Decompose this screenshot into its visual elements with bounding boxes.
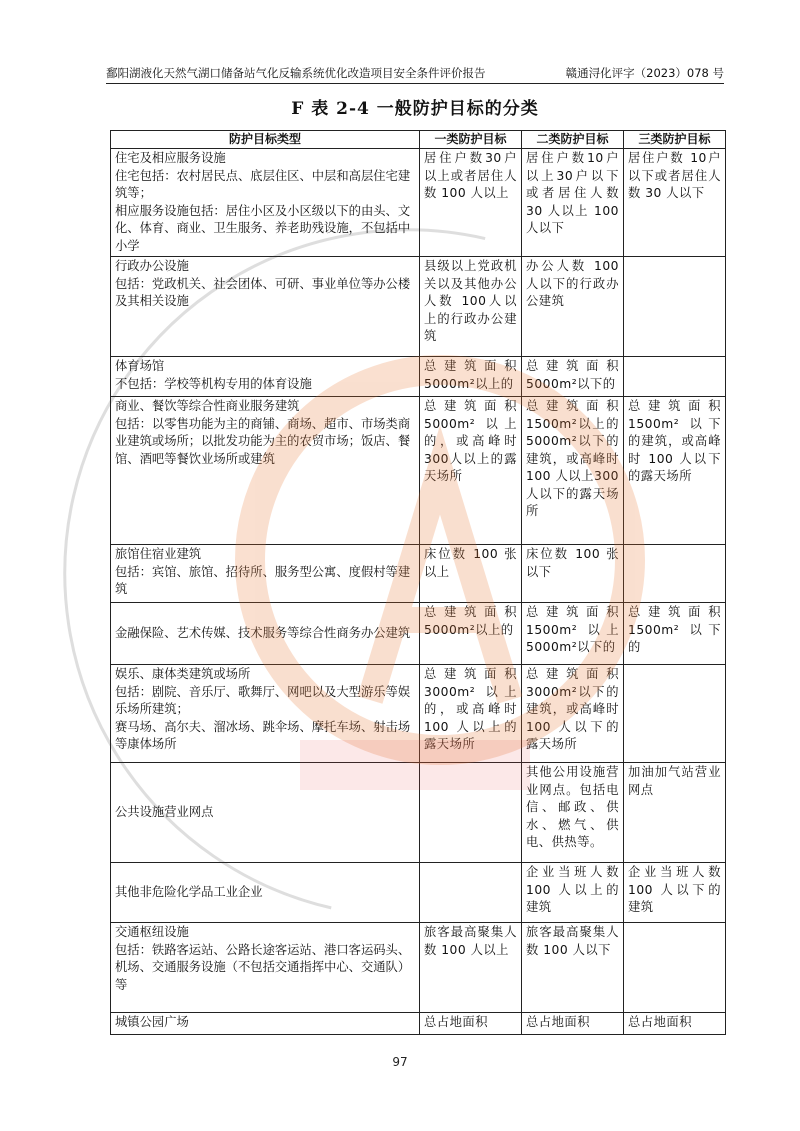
cell-text: 总建筑面积1500m² 以下的建筑，或高峰时 100 人以下的露天场所: [628, 399, 721, 483]
cell-text: 总建筑面积5000m²以下的: [526, 359, 619, 391]
cell-text: 总占地面积: [628, 1015, 692, 1029]
cell-target-type: [111, 397, 420, 545]
cell-text: 居住户数30户以上或者居住人数 100 人以上: [424, 151, 517, 200]
cell-text: 居住户数10户以上30户以下或者居住人数 30 人以上 100人以下: [526, 151, 619, 235]
cell-target-type: [111, 1013, 420, 1035]
cell-text: 旅客最高聚集人数 100 人以下: [526, 925, 619, 957]
cell-text: 床位数 100 张以下: [526, 547, 619, 579]
cell-text: 包括：铁路客运站、公路长途客运站、港口客运码头、机场、交通服务设施（不包括交通指挥中心、交通队）等: [115, 942, 411, 992]
cell-text: 旅馆住宿业建筑: [115, 547, 202, 561]
cell-text: 床位数 100 张以上: [424, 547, 517, 579]
cell-text: 总占地面积: [424, 1015, 488, 1029]
cell-target-type: [111, 665, 420, 763]
cell-text: 居住户数 10户以下或者居住人数 30 人以下: [628, 151, 721, 200]
cell-class-2: [522, 763, 624, 863]
cell-text: 其他公用设施营业网点。包括电信、邮政、供水、燃气、供电、供热等。: [526, 765, 619, 849]
cell-class-1: [420, 397, 522, 545]
cell-class-3: [624, 665, 726, 763]
cell-text: 不包括：学校等机构专用的体育设施: [115, 376, 312, 391]
cell-text: 商业、餐饮等综合性商业服务建筑: [115, 399, 300, 413]
cell-text: 住宅及相应服务设施: [115, 151, 226, 165]
cell-class-3: [624, 603, 726, 665]
document-code: 赣通浔化评字（2023）078 号: [565, 66, 724, 80]
table-row: [111, 149, 726, 257]
cell-target-type: [111, 763, 420, 863]
cell-class-3: [624, 397, 726, 545]
cell-text: 总建筑面积1500m² 以上5000m²以下的: [526, 605, 619, 654]
cell-class-2: [522, 923, 624, 1013]
cell-text: 公共设施营业网点: [115, 804, 214, 819]
cell-text: 总建筑面积3000m² 以上的，或高峰时100 人以上的露天场所: [424, 667, 517, 751]
table-header-row: [111, 131, 726, 149]
cell-text: 行政办公设施: [115, 259, 189, 273]
cell-text: 包括：剧院、音乐厅、歌舞厅、网吧以及大型游乐等娱乐场所建筑；: [115, 684, 411, 716]
table-row: [111, 923, 726, 1013]
cell-text: 总建筑面积5000m² 以上的，或高峰时300人以上的露天场所: [424, 399, 517, 483]
report-title: 鄱阳湖液化天然气湖口储备站气化反输系统优化改造项目安全条件评价报告: [106, 66, 486, 80]
cell-text: 总占地面积: [526, 1015, 590, 1029]
cell-class-1: [420, 763, 522, 863]
cell-class-1: [420, 1013, 522, 1035]
cell-class-2: [522, 603, 624, 665]
cell-text: 体育场馆: [115, 359, 165, 373]
table-row: [111, 863, 726, 923]
cell-text: 企业当班人数100 人以下的建筑: [628, 865, 721, 914]
cell-class-2: [522, 1013, 624, 1035]
table-row: [111, 763, 726, 863]
cell-class-2: [522, 863, 624, 923]
cell-text: 包括：宾馆、旅馆、招待所、服务型公寓、度假村等建筑: [115, 564, 411, 596]
cell-text: 总建筑面积3000m²以下的建筑，或高峰时 100 人以下的露天场所: [526, 667, 619, 751]
cell-class-3: [624, 923, 726, 1013]
cell-class-1: [420, 665, 522, 763]
cell-class-2: [522, 149, 624, 257]
cell-class-2: [522, 665, 624, 763]
table-row: [111, 1013, 726, 1035]
cell-text: 住宅包括：农村居民点、底层住区、中层和高层住宅建筑等；: [115, 168, 411, 200]
cell-class-1: [420, 149, 522, 257]
cell-text: 县级以上党政机关以及其他办公人数 100人以上的行政办公建筑: [424, 259, 517, 343]
cell-class-2: [522, 257, 624, 357]
cell-class-3: [624, 357, 726, 397]
table-row: [111, 665, 726, 763]
cell-text: 交通枢纽设施: [115, 925, 189, 939]
cell-class-2: [522, 357, 624, 397]
cell-text: 旅客最高聚集人数 100 人以上: [424, 925, 517, 957]
cell-text: 加油加气站营业网点: [628, 765, 721, 797]
cell-target-type: [111, 603, 420, 665]
cell-text: 总建筑面积5000m²以上的: [424, 359, 517, 391]
cell-class-3: [624, 1013, 726, 1035]
column-header-class-3: 三类防护目标: [624, 131, 726, 149]
column-header-class-2: 二类防护目标: [522, 131, 624, 149]
table-row: [111, 545, 726, 603]
cell-text: 赛马场、高尔夫、溜冰场、跳伞场、摩托车场、射击场等康体场所: [115, 719, 411, 751]
cell-text: 总建筑面积1500m² 以下的: [628, 605, 721, 654]
cell-target-type: [111, 863, 420, 923]
cell-class-3: [624, 149, 726, 257]
cell-text: 包括：党政机关、社会团体、可研、事业单位等办公楼及其相关设施: [115, 276, 411, 308]
cell-text: 企业当班人数100 人以上的建筑: [526, 865, 619, 914]
cell-class-1: [420, 603, 522, 665]
cell-text: 其他非危险化学品工业企业: [115, 884, 263, 899]
cell-target-type: [111, 357, 420, 397]
protection-target-table: [110, 130, 726, 1035]
cell-class-3: [624, 257, 726, 357]
cell-class-1: [420, 257, 522, 357]
cell-class-1: [420, 923, 522, 1013]
cell-class-1: [420, 545, 522, 603]
page-number: 97: [392, 1055, 408, 1069]
cell-class-2: [522, 545, 624, 603]
cell-class-3: [624, 545, 726, 603]
cell-text: 总建筑面积5000m²以上的: [424, 605, 517, 637]
cell-class-2: [522, 397, 624, 545]
table-title: F 表 2-4 一般防护目标的分类: [291, 99, 539, 119]
table-row: [111, 257, 726, 357]
page-header: [106, 64, 724, 82]
table-row: [111, 603, 726, 665]
cell-class-1: [420, 863, 522, 923]
cell-text: 包括：以零售功能为主的商铺、商场、超市、市场类商业建筑或场所；以批发功能为主的农贸市场；饭店、餐馆、酒吧等餐饮业场所或建筑: [115, 416, 411, 466]
column-header-class-1: 一类防护目标: [420, 131, 522, 149]
header-divider: [106, 83, 724, 84]
cell-text: 办公人数 100人以下的行政办公建筑: [526, 259, 619, 308]
cell-text: 金融保险、艺术传媒、技术服务等综合性商务办公建筑: [115, 625, 411, 640]
column-header-type: 防护目标类型: [111, 131, 420, 149]
table-row: [111, 357, 726, 397]
cell-target-type: [111, 545, 420, 603]
cell-text: 相应服务设施包括：居住小区及小区级以下的由头、文化、体育、商业、卫生服务、养老助残设施，不包括中小学: [115, 203, 411, 253]
cell-text: 总建筑面积1500m²以上的5000m²以下的建筑，或高峰时 100 人以上300 人以下的露天场所: [526, 399, 619, 518]
cell-text: 城镇公园广场: [115, 1015, 189, 1029]
cell-target-type: [111, 923, 420, 1013]
cell-class-3: [624, 863, 726, 923]
cell-class-3: [624, 763, 726, 863]
table-row: [111, 397, 726, 545]
cell-target-type: [111, 257, 420, 357]
cell-text: 娱乐、康体类建筑或场所: [115, 667, 251, 681]
cell-target-type: [111, 149, 420, 257]
cell-class-1: [420, 357, 522, 397]
